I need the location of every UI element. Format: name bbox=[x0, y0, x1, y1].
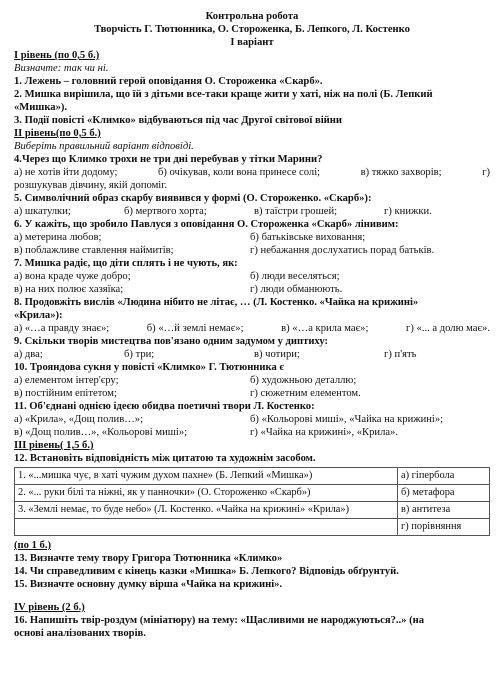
question-4-options bbox=[14, 166, 490, 179]
level2-heading: ІІ рівень(по 0,5 б.) bbox=[14, 128, 101, 139]
option: а) два; bbox=[14, 349, 43, 360]
option: г) сюжетним елементом. bbox=[250, 388, 361, 399]
matching-table bbox=[14, 467, 490, 536]
option: а) не хотів йти додому; bbox=[14, 167, 118, 178]
option: б) батьківське виховання; bbox=[250, 232, 366, 243]
question-6-options bbox=[14, 231, 490, 257]
question-9: 9. Скільки творів мистецтва пов'язано одним задумом у диптиху: bbox=[14, 336, 329, 347]
question-8-cont: «Крила»): bbox=[14, 310, 63, 321]
question-5: 5. Символічний образ скарбу виявився у формі (О. Стороженко. «Скарб»): bbox=[14, 193, 372, 204]
table-cell-device: а) гіпербола bbox=[398, 468, 490, 485]
level3-heading: ІІІ рівень( 1,5 б.) bbox=[14, 440, 94, 451]
option: в) чотири; bbox=[254, 349, 300, 360]
option: б) очікував, коли вона принесе солі; bbox=[157, 167, 321, 178]
question-6: 6. У кажіть, що зробило Павлуся з оповідання О. Стороженка «Скарб» лінивим: bbox=[14, 219, 399, 230]
table-cell-quote bbox=[15, 519, 398, 536]
option: в) таїстри грошей; bbox=[254, 206, 338, 217]
question-14: 14. Чи справедливим є кінець казки «Мишка» Б. Лепкого? Відповідь обґрунтуй. bbox=[14, 566, 399, 577]
question-11: 11. Об'єднані однією ідеєю обидва поетичні твори Л. Костенко: bbox=[14, 401, 315, 412]
document-subtitle: Творчість Г. Тютюнника, О. Стороженка, Б. Лепкого, Л. Костенко bbox=[94, 24, 410, 35]
option: а) елементом інтер'єру; bbox=[14, 375, 119, 386]
option: а) «Крила», «Дощ полив…»; bbox=[14, 414, 144, 425]
question-9-options bbox=[14, 348, 490, 361]
question-5-options bbox=[14, 205, 490, 218]
option: в) «Дощ полив…», «Кольорові миші»; bbox=[14, 427, 188, 438]
question-4: 4.Через що Климко трохи не три дні перебував у тітки Марини? bbox=[14, 154, 323, 165]
option: б) «…й землі немає»; bbox=[146, 323, 244, 334]
table-cell-quote: 3. «Землі немає, то буде небо» (Л. Костенко. «Чайка на крижині» «Крила») bbox=[15, 502, 398, 519]
option: г) п'ять bbox=[384, 349, 417, 360]
question-13: 13. Визначте тему твору Григора Тютюнника «Климко» bbox=[14, 553, 283, 564]
question-8-options bbox=[14, 322, 490, 335]
table-cell-device: г) порівняння bbox=[398, 519, 490, 536]
question-16: 16. Напишіть твір-роздум (мініатюру) на тему: «Щасливими не народжуються?..» (на bbox=[14, 615, 425, 626]
level1-instruction: Визначте: так чи ні. bbox=[14, 63, 109, 74]
variant-label: І варіант bbox=[230, 37, 274, 48]
table-cell-device: в) антитеза bbox=[398, 502, 490, 519]
question-12: 12. Встановіть відповідність між цитатою та художнім засобом. bbox=[14, 453, 316, 464]
option: б) мертвого хорта; bbox=[124, 206, 207, 217]
table-row bbox=[15, 502, 490, 519]
option: а) метерина любов; bbox=[14, 232, 102, 243]
question-11-options bbox=[14, 413, 490, 439]
option: в) на них полює хазяїка; bbox=[14, 284, 124, 295]
question-15: 15. Визначте основну думку вірша «Чайка на крижині». bbox=[14, 579, 283, 590]
question-7: 7. Мишка радіє, що діти сплять і не чують, як: bbox=[14, 258, 238, 269]
question-10-options bbox=[14, 374, 490, 400]
option: г) bbox=[482, 167, 490, 178]
question-7-options bbox=[14, 270, 490, 296]
option: б) люди веселяться; bbox=[250, 271, 340, 282]
option: в) постійним епітетом; bbox=[14, 388, 117, 399]
option: в) «…а крила має»; bbox=[281, 323, 369, 334]
question-1: 1. Лежень – головний герой оповідання О. Стороженка «Скарб». bbox=[14, 76, 323, 87]
question-16-cont: основі аналізованих творів. bbox=[14, 628, 146, 639]
level2-instruction: Виберіть правильний варіант відповіді. bbox=[14, 141, 194, 152]
question-2: 2. Мишка вирішила, що їй з дітьми все-таки краще жити у хаті, ніж на полі (Б. Лепкий bbox=[14, 89, 433, 100]
question-2-cont: «Мишка»). bbox=[14, 102, 68, 113]
option: в) тяжко захворів; bbox=[360, 167, 442, 178]
table-row bbox=[15, 485, 490, 502]
option: г) небажання дослухатись порад батьків. bbox=[250, 245, 435, 256]
test-document bbox=[14, 10, 490, 640]
option: а) «…а правду знає»; bbox=[14, 323, 110, 334]
table-cell-device: б) метафора bbox=[398, 485, 490, 502]
option: в) поблажливе ставлення наймитів; bbox=[14, 245, 174, 256]
table-cell-quote: 1. «...мишка чує, в хаті чужим духом пахне» (Б. Лепкий «Мишка») bbox=[15, 468, 398, 485]
option: а) вона краде чуже добро; bbox=[14, 271, 131, 282]
document-title: Контрольна робота bbox=[205, 11, 299, 22]
option: б) «Кольорові миші», «Чайка на крижині»; bbox=[250, 414, 444, 425]
points-subheading: (по 1 б.) bbox=[14, 540, 51, 551]
table-row bbox=[15, 519, 490, 536]
option: а) шкатулки; bbox=[14, 206, 71, 217]
option: б) художньою деталлю; bbox=[250, 375, 357, 386]
option: г) книжки. bbox=[384, 206, 432, 217]
table-row bbox=[15, 468, 490, 485]
option: г) люди обманюють. bbox=[250, 284, 343, 295]
table-cell-quote: 2. «... руки білі та ніжні, як у панночки» (О. Стороженко «Скарб») bbox=[15, 485, 398, 502]
option: г) «... а долю має». bbox=[406, 323, 490, 334]
option: б) три; bbox=[124, 349, 155, 360]
question-8: 8. Продовжіть вислів «Людина нібито не літає, … (Л. Костенко. «Чайка на крижині» bbox=[14, 297, 419, 308]
question-4-cont: розшукував дівчину, якій допоміг. bbox=[14, 180, 168, 191]
question-3: 3. Події повісті «Климко» відбуваються під час Другої світової війни bbox=[14, 115, 342, 126]
question-10: 10. Трояндова сукня у повісті «Климко» Г. Тютюнника є bbox=[14, 362, 284, 373]
level4-heading: ІV рівень (2 б.) bbox=[14, 602, 85, 613]
level1-heading: І рівень (по 0,5 б.) bbox=[14, 50, 100, 61]
option: г) «Чайка на крижині», «Крила». bbox=[250, 427, 399, 438]
